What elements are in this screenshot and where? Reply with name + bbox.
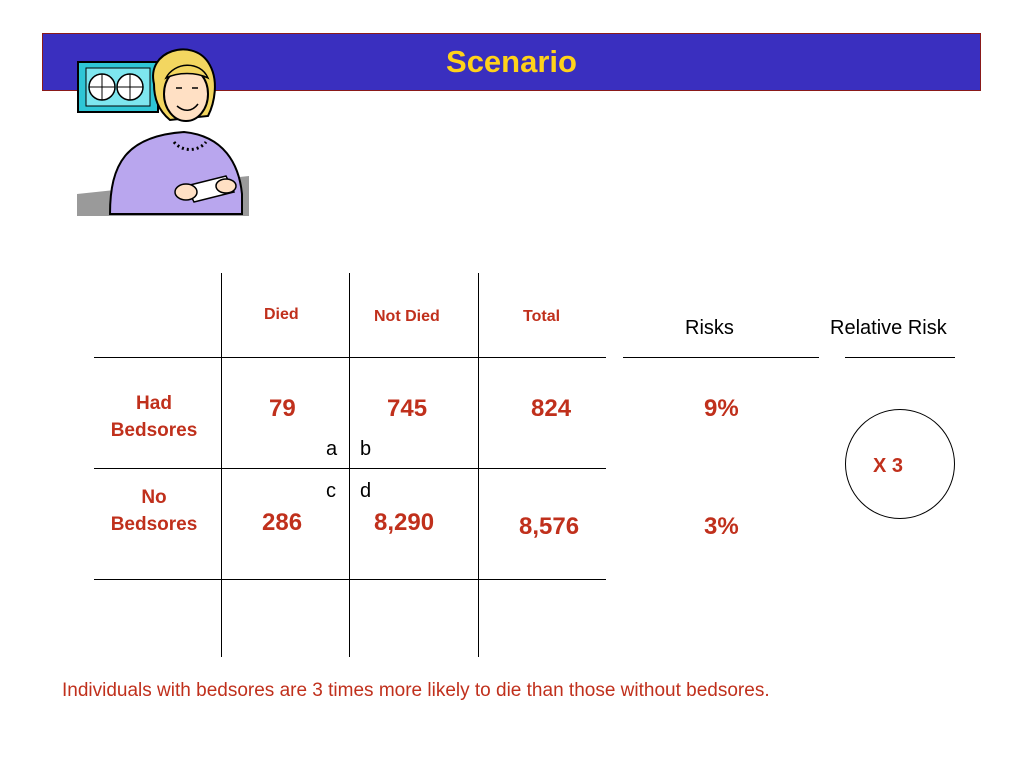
conclusion-text: Individuals with bedsores are 3 times more likely to die than those without bedsores. xyxy=(62,680,770,701)
header-not-died: Not Died xyxy=(374,308,440,325)
risk-no-bedsores: 3% xyxy=(704,513,739,540)
cell-had-total: 824 xyxy=(531,395,572,422)
cell-no-total: 8,576 xyxy=(519,513,580,540)
relative-risk-underline xyxy=(845,357,955,358)
woman-reading-clipart xyxy=(74,44,249,216)
cell-had-died: 79 xyxy=(269,395,296,422)
header-died: Died xyxy=(264,306,299,323)
page-title: Scenario xyxy=(446,44,577,79)
table-divider-h3 xyxy=(94,579,606,580)
header-relative-risk: Relative Risk xyxy=(830,317,947,339)
row-label-no: No xyxy=(141,487,167,508)
cell-letter-c: c xyxy=(326,480,336,502)
table-divider-v3 xyxy=(478,273,479,657)
relative-risk-value: X 3 xyxy=(873,455,904,477)
risks-underline xyxy=(623,357,819,358)
cell-letter-d: d xyxy=(360,480,372,502)
table-divider-h2 xyxy=(94,468,606,469)
table-divider-v1 xyxy=(221,273,222,657)
table-divider-v2 xyxy=(349,273,350,657)
header-total: Total xyxy=(523,308,561,325)
row-label-had: Had xyxy=(136,393,172,414)
cell-no-not-died: 8,290 xyxy=(374,509,435,536)
cell-letter-b: b xyxy=(360,438,372,460)
risk-had-bedsores: 9% xyxy=(704,395,739,422)
table-divider-h1 xyxy=(94,357,606,358)
cell-had-not-died: 745 xyxy=(387,395,428,422)
row-label-no-bedsores xyxy=(94,484,214,538)
cell-no-died: 286 xyxy=(262,509,303,536)
row-label-bedsores-2: Bedsores xyxy=(110,514,198,535)
header-risks: Risks xyxy=(685,317,734,339)
row-label-had-bedsores xyxy=(94,390,214,444)
row-label-bedsores-1: Bedsores xyxy=(110,420,198,441)
cell-letter-a: a xyxy=(326,438,338,460)
